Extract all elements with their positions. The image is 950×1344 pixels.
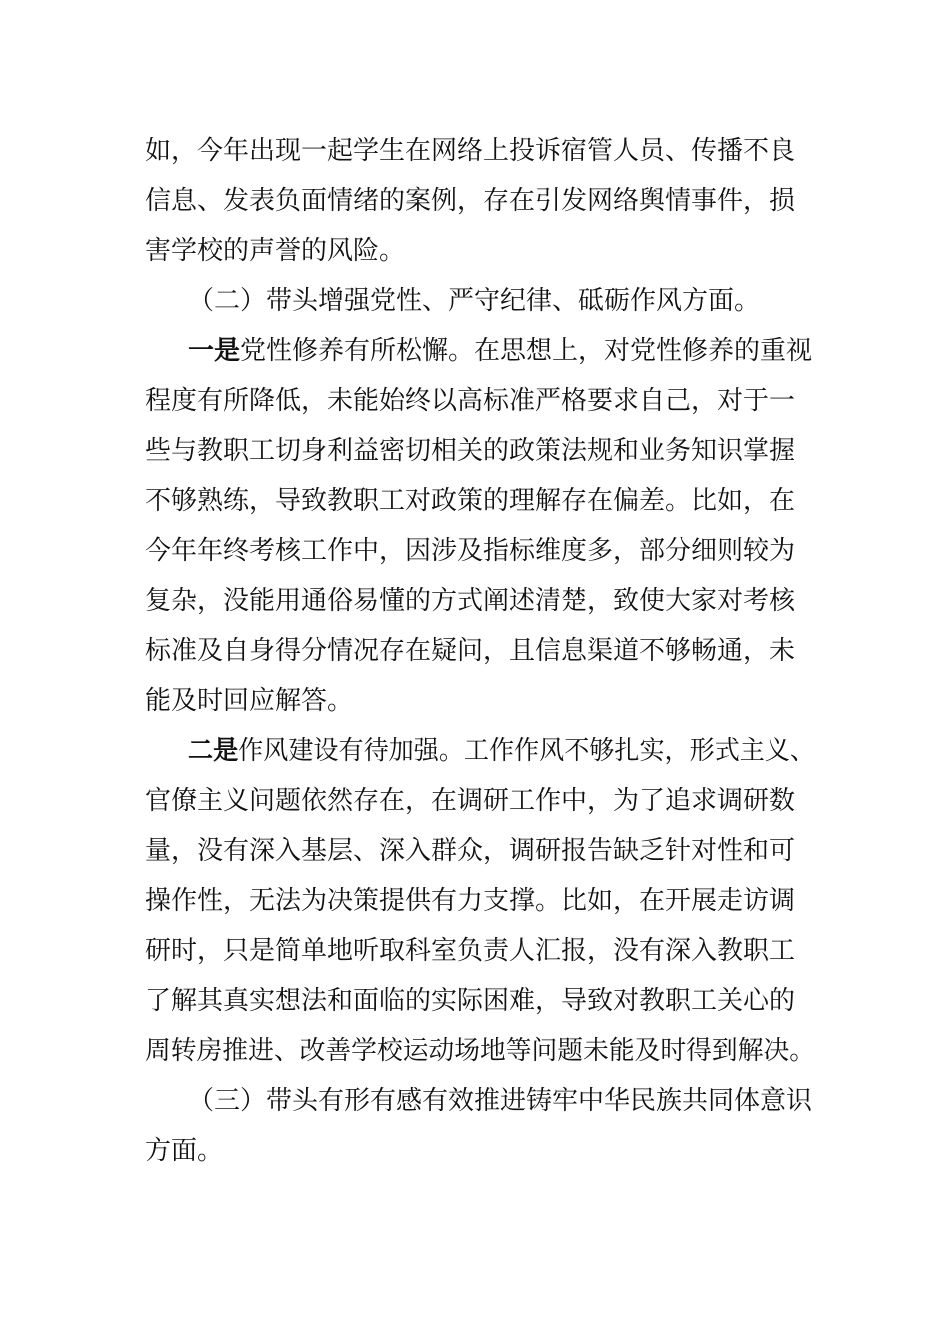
body-text-line: 官僚主义问题依然存在，在调研工作中，为了追求调研数 [145,786,796,816]
body-text-line: 周转房推进、改善学校运动场地等问题未能及时得到解决。 [145,1036,816,1066]
body-text-line: 今年年终考核工作中，因涉及指标维度多，部分细则较为 [145,536,796,566]
body-text-line: 能及时回应解答。 [145,686,354,716]
body-text-run: 党性修养有所松懈。在思想上，对党性修养的重视 [240,336,813,366]
body-text-line: 些与教职工切身利益密切相关的政策法规和业务知识掌握 [145,436,796,466]
paragraph-first-line [188,331,812,371]
body-text-line: 了解其真实想法和面临的实际困难，导致对教职工关心的 [145,986,796,1016]
body-text-line: 量，没有深入基层、深入群众，调研报告缺乏针对性和可 [145,836,796,866]
paragraph-lead-label: 二是 [188,736,239,766]
paragraph-first-line [188,731,815,771]
paragraph-lead-label: 一是 [188,336,241,366]
body-text-line: 复杂，没能用通俗易懂的方式阐述清楚，致使大家对考核 [145,586,796,616]
body-text-line: 如，今年出现一起学生在网络上投诉宿管人员、传播不良 [145,136,796,166]
body-text-line: 研时，只是简单地听取科室负责人汇报，没有深入教职工 [145,936,796,966]
body-text-line: 方面。 [145,1136,224,1166]
body-text-line: 不够熟练，导致教职工对政策的理解存在偏差。比如，在 [145,486,796,516]
body-text-line: 害学校的声誉的风险。 [145,236,406,266]
body-text-line: 程度有所降低，未能始终以高标准严格要求自己，对于一 [145,386,796,416]
body-text-line: 信息、发表负面情绪的案例，存在引发网络舆情事件，损 [145,186,796,216]
body-text-run: 作风建设有待加强。工作作风不够扎实，形式主义、 [238,736,816,766]
body-text-line: 操作性，无法为决策提供有力支撑。比如，在开展走访调 [145,886,796,916]
section-heading: （二）带头增强党性、严守纪律、砥砺作风方面。 [188,286,761,316]
body-text-line: 标准及自身得分情况存在疑问，且信息渠道不够畅通，未 [145,636,796,666]
section-heading: （三）带头有形有感有效推进铸牢中华民族共同体意识 [188,1086,813,1116]
